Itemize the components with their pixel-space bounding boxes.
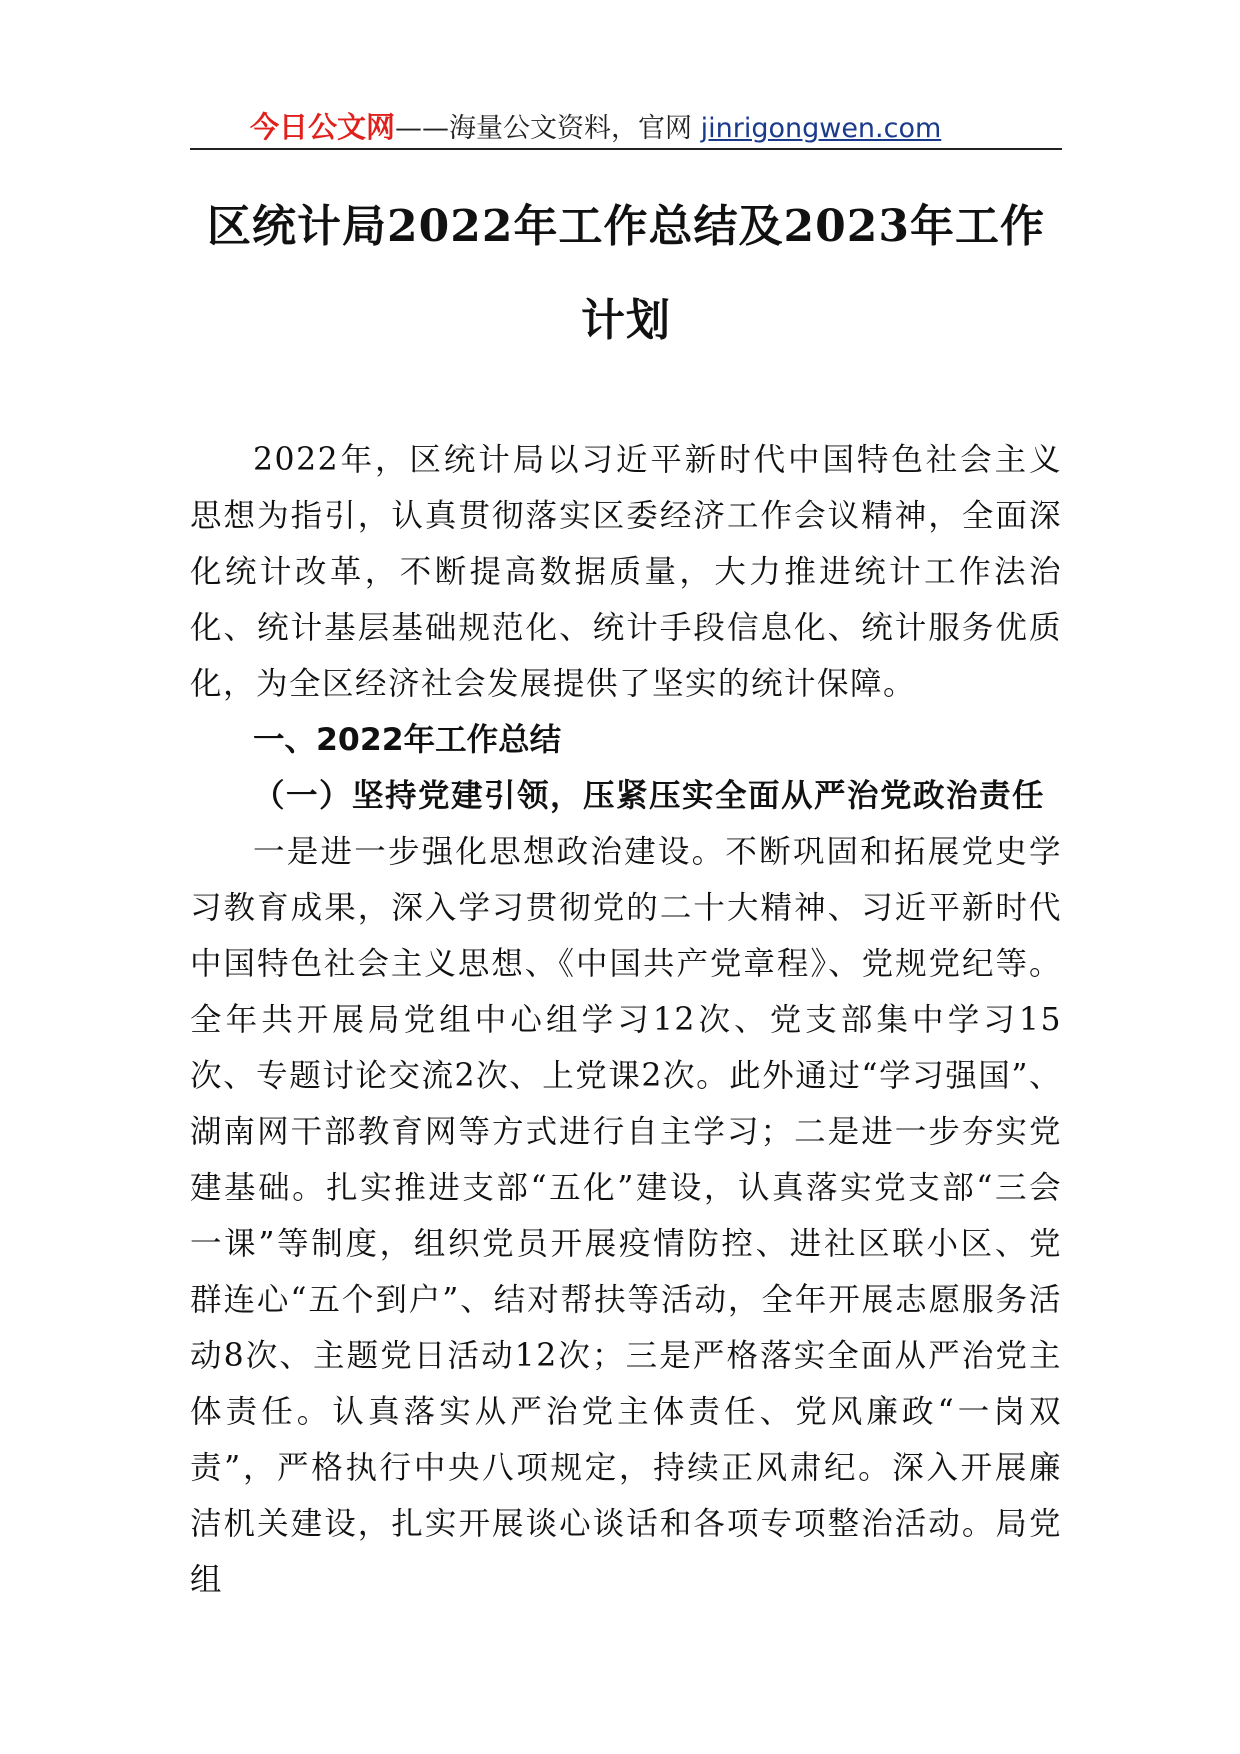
document-body	[190, 432, 1062, 1608]
website-link[interactable]: jinrigongwen.com	[700, 113, 942, 144]
header-line	[250, 110, 941, 146]
page-header	[190, 104, 1062, 150]
title-line-1: 区统计局2022年工作总结及2023年工作	[207, 201, 1045, 252]
subsection-heading: （一）坚持党建引领，压紧压实全面从严治党政治责任	[253, 777, 1046, 814]
body-paragraph: 一是进一步强化思想政治建设。不断巩固和拓展党史学习教育成果，深入学习贯彻党的二十大精神、习近平新时代中国特色社会主义思想、《中国共产党章程》、党规党纪等。全年共开展局党组中心组学习12次、党支部集中学习15次、专题讨论交流2次、上党课2次。此外通过“学习强国”、湖南网干部教育网等方式进行自主学习；二是进一步夯实党建基础。扎实推进支部“五化”建设，认真落实党支部“三会一课”等制度，组织党员开展疫情防控、进社区联小区、党群连心“五个到户”、结对帮扶等活动，全年开展志愿服务活动8次、主题党日活动12次；三是严格落实全面从严治党主体责任。认真落实从严治党主体责任、党风廉政“一岗双责”，严格执行中央八项规定，持续正风肃纪。深入开展廉洁机关建设，扎实开展谈心谈话和各项专项整治活动。局党组	[190, 834, 1062, 1598]
intro-paragraph: 2022年，区统计局以习近平新时代中国特色社会主义思想为指引，认真贯彻落实区委经济工作会议精神，全面深化统计改革，不断提高数据质量，大力推进统计工作法治化、统计基层基础规范化、统计手段信息化、统计服务优质化，为全区经济社会发展提供了坚实的统计保障。	[190, 442, 1062, 702]
brand-name: 今日公文网	[250, 110, 396, 144]
header-tagline: ——海量公文资料，官网	[395, 113, 701, 144]
title-line-2: 计划	[581, 295, 671, 346]
section-heading: 一、2022年工作总结	[253, 722, 562, 758]
document-title	[190, 180, 1062, 368]
